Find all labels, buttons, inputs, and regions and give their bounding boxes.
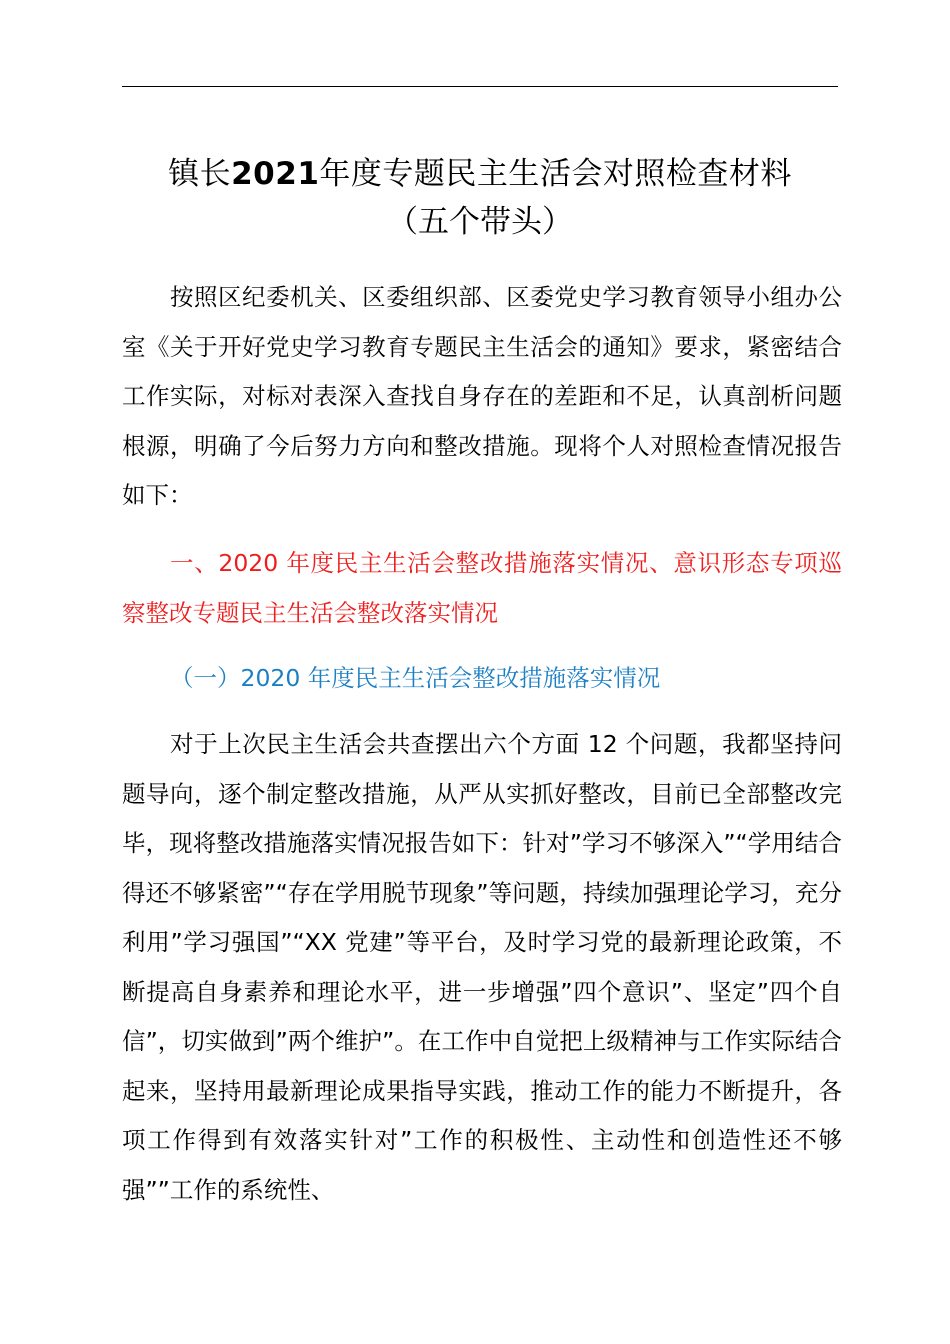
intro-paragraph: 按照区纪委机关、区委组织部、区委党史学习教育领导小组办公室《关于开好党史学习教育专题民主生活会的通知》要求，紧密结合工作实际，对标对表深入查找自身存在的差距和不足，认真剖析问题根源，明确了今后努力方向和整改措施。现将个人对照检查情况报告如下： [122, 283, 842, 509]
subsection-heading-1: （一）2020 年度民主生活会整改措施落实情况 [170, 664, 661, 692]
title-prefix: 镇长 [168, 156, 232, 192]
title-year: 2021 [231, 156, 320, 192]
document-subtitle: （五个带头） [387, 204, 573, 240]
body-paragraph: 对于上次民主生活会共查摆出六个方面 12 个问题，我都坚持问题导向，逐个制定整改措施，从严从实抓好整改，目前已全部整改完毕，现将整改措施落实情况报告如下：针对”学习不够深入”“学用结合得还不够紧密”“存在学用脱节现象”等问题，持续加强理论学习，充分利用”学习强国”“XX 党建”等平台，及时学习党的最新理论政策，不断提高自身素养和理论水平，进一步增强”四个意识”、坚定”四个自信”，切实做到”两个维护”。在工作中自觉把上级精神与工作实际结合起来，坚持用最新理论成果指导实践，推动工作的能力不断提升，各项工作得到有效落实针对”工作的积极性、主动性和创造性还不够强””工作的系统性、 [122, 730, 842, 1204]
title-rest: 年度专题民主生活会对照检查材料 [319, 156, 792, 192]
document-title [100, 150, 860, 198]
section-heading-1: 一、2020 年度民主生活会整改措施落实情况、意识形态专项巡察整改专题民主生活会整改落实情况 [122, 549, 842, 627]
header-rule [122, 86, 838, 87]
